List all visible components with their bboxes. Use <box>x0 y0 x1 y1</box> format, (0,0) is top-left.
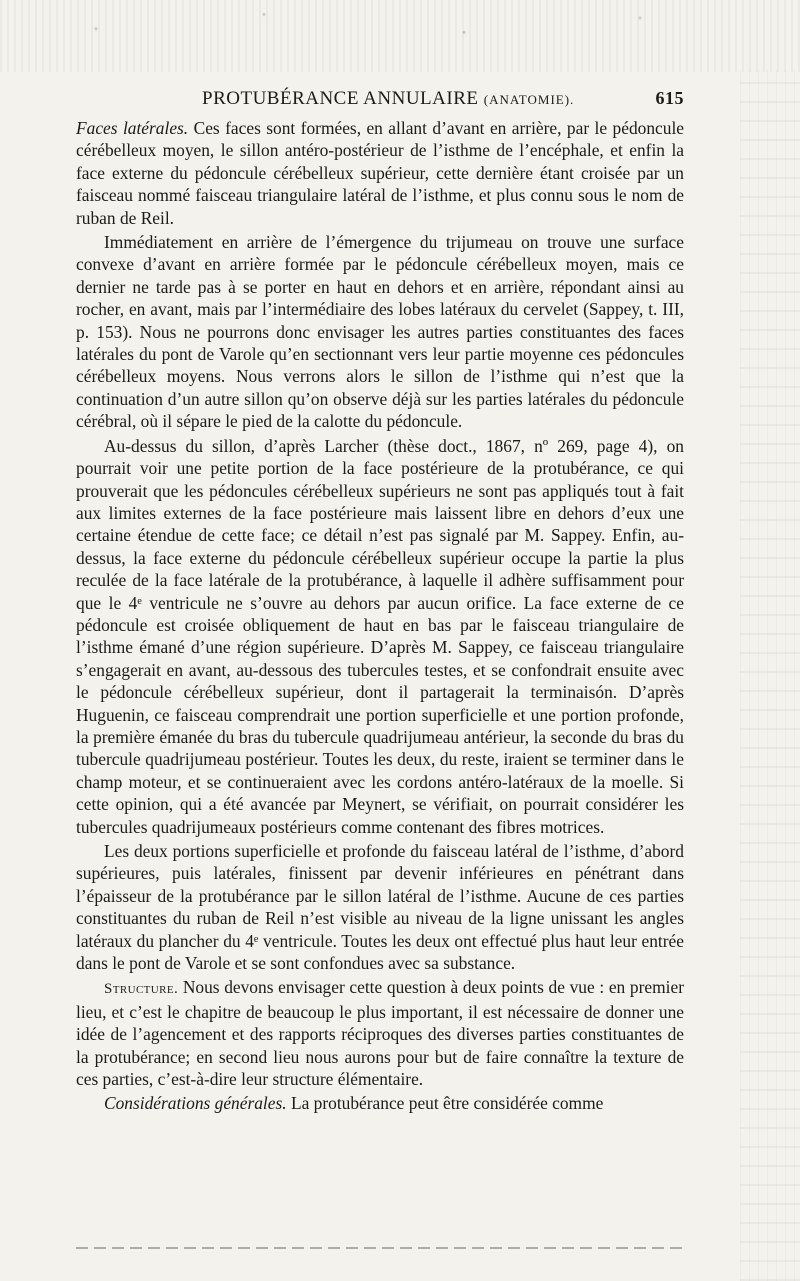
paragraph-text: Les deux portions superficielle et profonde du faisceau latéral de l’isthme, d’abord supérieures, puis latérales, finissent par devenir inférieures en pénétrant dans l’épaisseur de la protubérance par le sillon latéral de l’isthme. Aucune de ces parties constituantes du ruban de Reil n’est visible au niveau de la ligne unissant les angles latéraux du plancher du 4ᵉ ventricule. Toutes les deux ont effectué plus haut leur entrée dans le pont de Varole et se sont confondues avec sa substance. <box>76 841 684 974</box>
paragraph-lead: Faces latérales. <box>76 118 189 138</box>
running-header <box>76 88 684 114</box>
body-text <box>76 117 684 1117</box>
paragraph <box>76 435 684 838</box>
paragraph-text: Nous devons envisager cette question à deux points de vue : en premier lieu, et c’est le chapitre de beaucoup le plus important, il est nécessaire de donner une idée de l’agencement et des rapports réciproques des diverses parties constituantes de la protubérance; en second lieu nous aurons pour but de faire connaître la texture de ces parties, c’est-à-dire leur structure élémentaire. <box>76 977 684 1090</box>
scan-bottom-line <box>76 1247 684 1249</box>
paragraph <box>76 840 684 974</box>
page-number: 615 <box>655 88 684 108</box>
paragraph-considerations <box>76 1092 684 1114</box>
paragraph-faces-laterales <box>76 117 684 229</box>
paragraph-structure <box>76 976 684 1090</box>
paragraph-text: Ces faces sont formées, en allant d’avant en arrière, par le pédoncule cérébelleux moyen, le sillon antéro-postérieur de l’isthme de l’encéphale, et enfin la face externe du pédoncule cérébelleux supérieur, cette dernière étant croisée par un faisceau nommé faisceau triangulaire latéral de l’isthme, et plus connu sous le nom de ruban de Reil. <box>76 118 685 228</box>
paragraph-lead: Structure. <box>104 981 179 998</box>
paragraph-text: Immédiatement en arrière de l’émergence du trijumeau on trouve une surface convexe d’avant en arrière formée par le pédoncule cérébelleux moyen, mais ce dernier ne tarde pas à se porter en haut en dehors et en arrière, répondant ainsi au rocher, en avant, mais par l’intermédiaire des lobes latéraux du cervelet (Sappey, t. III, p. 153). Nous ne pourrons donc envisager les autres parties constituantes des faces latérales du pont de Varole qu’en sectionnant vers leur partie moyenne ces pédoncules cérébelleux moyens. Nous verrons alors le sillon de l’isthme qui n’est que la continuation d’un autre sillon qu’on observe déjà sur les parties latérales du pédoncule cérébral, où il sépare le pied de la calotte du pédoncule. <box>76 232 684 432</box>
scan-noise-top <box>0 0 800 72</box>
paragraph-text: Au-dessus du sillon, d’après Larcher (thèse doct., 1867, nº 269, page 4), on pourrait voir une petite portion de la face postérieure de la protubérance, ce qui prouverait que les pédoncules cérébelleux supérieurs ne sont pas appliqués tout à fait aux limites externes de la face postérieure mais laissent libre en dehors d’eux une certaine étendue de cette face; ce détail n’est pas signalé par M. Sappey. Enfin, au-dessus, la face externe du pédoncule cérébelleux supérieur occupe la partie la plus reculée de la face latérale de la protubérance, à laquelle il adhère suffisamment pour que le 4ᵉ ventricule ne s’ouvre au dehors par aucun orifice. La face externe de ce pédoncule est croisée obliquement de haut en bas par le faisceau triangulaire de l’isthme émané d’une région supérieure. D’après M. Sappey, ce faisceau triangulaire s’engagerait en avant, au-dessous des tubercules testes, et se confondrait ensuite avec le pédoncule cérébelleux supérieur, dont il partagerait la terminaisón. D’après Huguenin, ce faisceau comprendrait une portion superficielle et une portion profonde, la première émanée du bras du tubercule quadrijumeau antérieur, la seconde du bras du tubercule quadrijumeau postérieur. Toutes les deux, du reste, iraient se terminer dans le champ moteur, et se continueraient avec les cordons antéro-latéraux de la moelle. Si cette opinion, qui a été avancée par Meynert, se vérifiait, on pourrait considérer les tubercules quadrijumeaux postérieurs comme contenant des fibres motrices. <box>76 435 684 837</box>
paragraph <box>76 231 684 433</box>
paragraph-lead: Considérations générales. <box>104 1093 287 1114</box>
paragraph-text: La protubérance peut être considérée comme <box>286 1093 604 1114</box>
header-title <box>202 88 574 110</box>
header-section: (ANATOMIE). <box>483 92 575 107</box>
scan-noise-right <box>740 70 800 1281</box>
header-title-text: PROTUBÉRANCE ANNULAIRE <box>202 88 479 109</box>
